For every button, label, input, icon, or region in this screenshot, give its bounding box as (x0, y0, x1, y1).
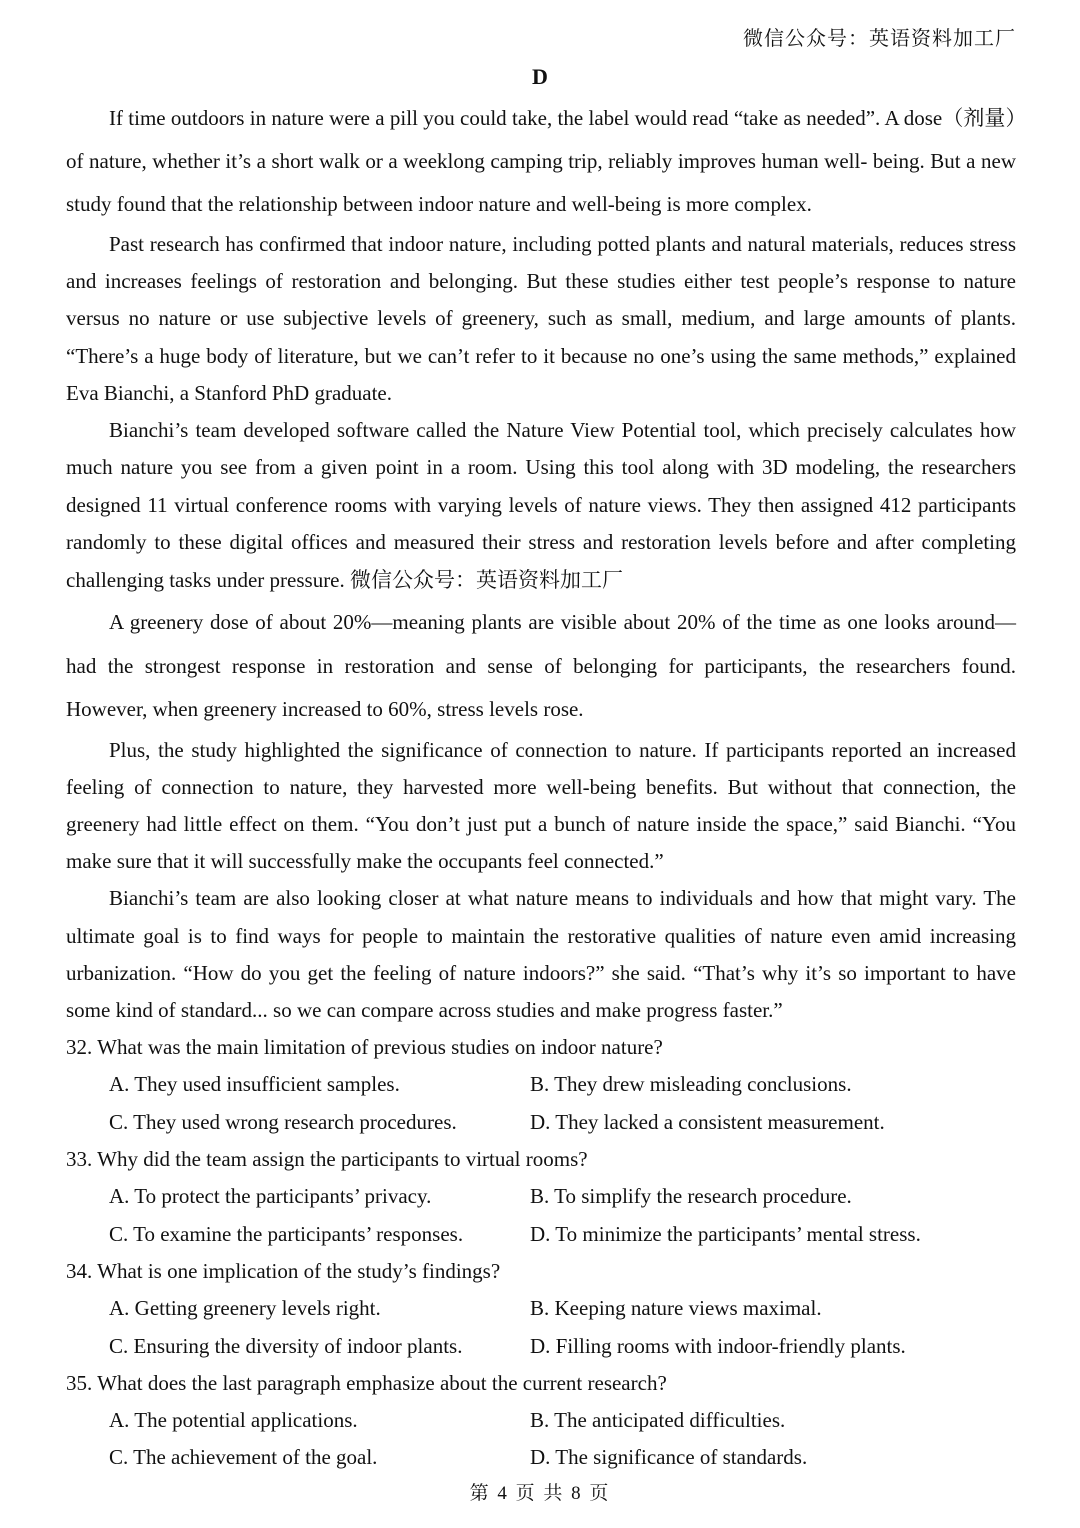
question-stem: 32. What was the main limitation of previous studies on indoor nature? (66, 1035, 663, 1060)
option-b: B. To simplify the research procedure. (530, 1184, 852, 1209)
option-a: A. The potential applications. (109, 1408, 358, 1433)
option-d: D. They lacked a consistent measurement. (530, 1109, 885, 1134)
option-c: C. To examine the participants’ responses. (109, 1221, 464, 1246)
paragraph-5: Plus, the study highlighted the significance of connection to nature. If participants reported an increased feeling of connection to nature, they harvested more well-being benefits. But without that connection, the greenery had little effect on them. “You don’t just put a bunch of nature inside the space,” said Bianchi. “You make sure that it will successfully make the occupants feel connected.” (66, 737, 1016, 874)
paragraph-2: Past research has confirmed that indoor nature, including potted plants and natural materials, reduces stress and increases feelings of restoration and belonging. But these studies either test people’s response to nature versus no nature or use subjective levels of greenery, such as small, medium, and large amounts of plants. “There’s a huge body of literature, but we can’t refer to it because no one’s using the same methods,” explained Eva Bianchi, a Stanford PhD graduate. (66, 232, 1016, 405)
header-watermark: 微信公众号：英语资料加工厂 (743, 28, 1016, 50)
option-grid (66, 1178, 1016, 1253)
option-a: A. They used insufficient samples. (109, 1072, 400, 1097)
paragraph-1: If time outdoors in nature were a pill you could take, the label would read “take as needed”. A dose（剂量）of nature, whether it’s a short walk or a weeklong camping trip, reliably improves human well- being. But a new study found that the relationship between indoor nature and well-being is more complex. (66, 106, 1016, 216)
option-grid (66, 1066, 1016, 1141)
option-c: C. They used wrong research procedures. (109, 1109, 457, 1134)
question-stem: 34. What is one implication of the study’s findings? (66, 1258, 501, 1283)
paragraph-3 (66, 412, 1016, 599)
option-c: C. Ensuring the diversity of indoor plants. (109, 1333, 463, 1358)
question-34 (66, 1253, 1016, 1365)
inline-watermark: 微信公众号：英语资料加工厂 (350, 567, 624, 592)
page-number: 第 4 页 共 8 页 (469, 1483, 611, 1504)
option-b: B. Keeping nature views maximal. (530, 1296, 822, 1321)
question-35 (66, 1365, 1016, 1477)
option-grid (66, 1290, 1016, 1365)
option-b: B. They drew misleading conclusions. (530, 1072, 852, 1097)
option-d: D. Filling rooms with indoor-friendly plants. (530, 1333, 906, 1358)
option-d: D. To minimize the participants’ mental stress. (530, 1221, 921, 1246)
paragraph-6: Bianchi’s team are also looking closer at what nature means to individuals and how that might vary. The ultimate goal is to find ways for people to maintain the restorative qualities of nature even amid increasing urbanization. “How do you get the feeling of nature indoors?” she said. “That’s why it’s so important to have some kind of standard... so we can compare across studies and make progress faster.” (66, 886, 1016, 1022)
passage-body (66, 97, 1016, 1477)
option-a: A. Getting greenery levels right. (109, 1296, 381, 1321)
question-32 (66, 1029, 1016, 1141)
option-a: A. To protect the participants’ privacy. (109, 1184, 432, 1209)
section-title: D (532, 64, 548, 89)
paragraph-3-text: Bianchi’s team developed software called the Nature View Potential tool, which precisely calculates how much nature you see from a given point in a room. Using this tool along with 3D modeling, the researchers designed 11 virtual conference rooms with varying levels of nature views. They then assigned 412 participants randomly to these digital offices and measured their stress and restoration levels before and after completing challenging tasks under pressure. (66, 418, 1016, 592)
question-stem: 33. Why did the team assign the participants to virtual rooms? (66, 1147, 588, 1172)
option-c: C. The achievement of the goal. (109, 1445, 378, 1470)
paragraph-4: A greenery dose of about 20%—meaning plants are visible about 20% of the time as one looks around—had the strongest response in restoration and sense of belonging for participants, the researchers found. However, when greenery increased to 60%, stress levels rose. (66, 610, 1016, 722)
option-b: B. The anticipated difficulties. (530, 1408, 786, 1433)
question-33 (66, 1141, 1016, 1253)
question-list (66, 1029, 1016, 1477)
question-stem: 35. What does the last paragraph emphasize about the current research? (66, 1370, 667, 1395)
option-d: D. The significance of standards. (530, 1445, 808, 1470)
option-grid (66, 1402, 1016, 1477)
